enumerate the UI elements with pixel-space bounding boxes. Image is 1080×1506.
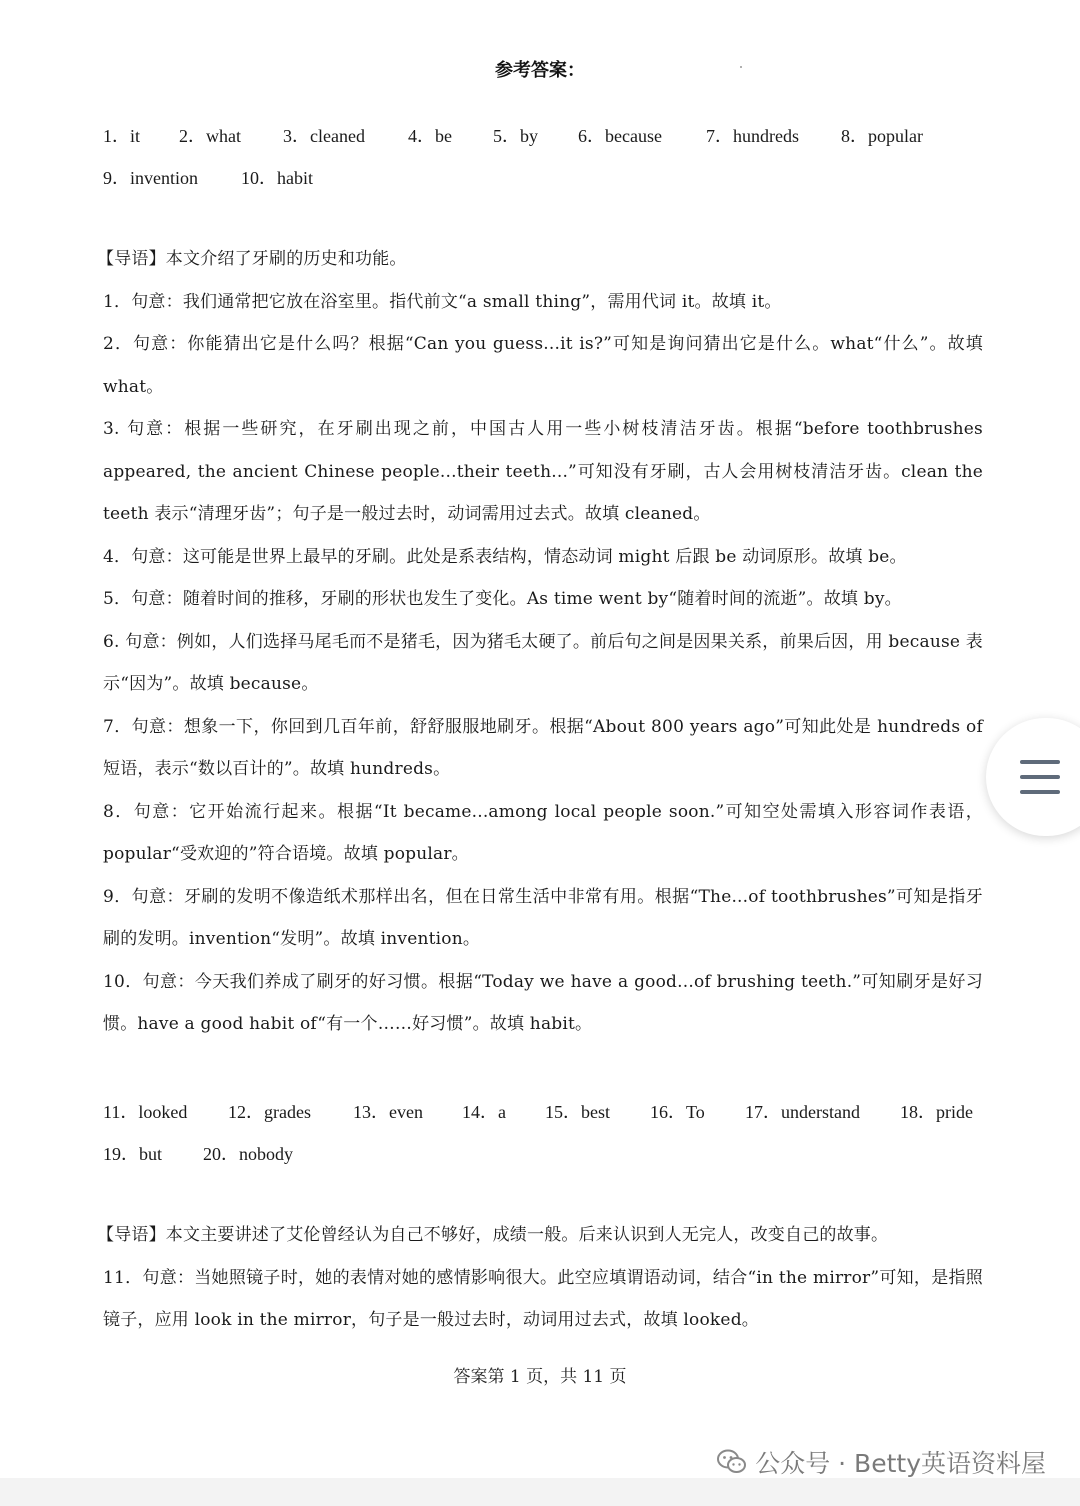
answer-item: 16．To <box>650 1102 705 1122</box>
answer-item: 6．because <box>578 126 662 146</box>
guide-paragraph: 【导语】本文主要讲述了艾伦曾经认为自己不够好，成绩一般。后来认识到人无完人，改变自己的故事。 <box>97 1225 889 1245</box>
answer-item: 17．understand <box>745 1102 860 1122</box>
answer-item: 13．even <box>353 1102 423 1122</box>
explanation-paragraph: 2．句意：你能猜出它是什么吗？根据“Can you guess...it is?”可知是询问猜出它是什么。what“什么”。故填what。 <box>103 334 983 397</box>
page-number-footer: 答案第 1 页，共 11 页 <box>453 1367 627 1387</box>
bottom-bar <box>0 1478 1080 1506</box>
watermark <box>717 1444 1046 1480</box>
answer-item: 14．a <box>462 1102 506 1122</box>
answer-item: 10．habit <box>241 168 313 188</box>
answer-item: 18．pride <box>900 1102 973 1122</box>
answer-item: 12．grades <box>228 1102 311 1122</box>
explanations-section-1 <box>97 238 983 1046</box>
explanation-paragraph: 3. 句意：根据一些研究，在牙刷出现之前，中国古人用一些小树枝清洁牙齿。根据“before toothbrushes appeared, the ancient Chinese people...their teeth...”可知没有牙刷，古人会用树枝清洁牙齿。clean the teeth 表示“清理牙齿”；句子是一般过去时，动词需用过去式。故填 cleaned。 <box>103 419 983 524</box>
explanation-paragraph: 1．句意：我们通常把它放在浴室里。指代前文“a small thing”，需用代词 it。故填 it。 <box>103 291 782 312</box>
answer-item: 8．popular <box>841 126 923 146</box>
watermark-text: 公众号 · Betty英语资料屋 <box>755 1449 1046 1478</box>
menu-button[interactable] <box>986 718 1080 836</box>
answer-item: 20．nobody <box>203 1144 293 1164</box>
wechat-icon <box>717 1449 747 1475</box>
answer-item: 11．looked <box>103 1102 188 1122</box>
answer-item: 2．what <box>179 126 241 146</box>
answer-item: 15．best <box>545 1102 610 1122</box>
explanation-paragraph: 4．句意：这可能是世界上最早的牙刷。此处是系表结构，情态动词 might 后跟 be 动词原形。故填 be。 <box>103 546 907 567</box>
answer-item: 7．hundreds <box>706 126 799 146</box>
explanation-paragraph: 8．句意：它开始流行起来。根据“It became...among local people soon.”可知空处需填入形容词作表语，popular“受欢迎的”符合语境。故填 popular。 <box>103 801 983 864</box>
answer-item: 9．invention <box>103 168 198 188</box>
answer-item: 1．it <box>103 126 141 146</box>
page-title: 参考答案： <box>495 60 585 81</box>
answer-item: 3．cleaned <box>283 126 365 146</box>
explanation-paragraph: 10．句意：今天我们养成了刷牙的好习惯。根据“Today we have a good...of brushing teeth.”可知刷牙是好习惯。have a good habit of“有一个……好习惯”。故填 habit。 <box>103 971 983 1034</box>
explanation-paragraph: 6. 句意：例如，人们选择马尾毛而不是猪毛，因为猪毛太硬了。前后句之间是因果关系，前果后因，用 because 表示“因为”。故填 because。 <box>103 631 983 694</box>
answer-item: 19．but <box>103 1144 163 1164</box>
answer-item: 5．by <box>493 126 538 146</box>
explanation-paragraph: 9．句意：牙刷的发明不像造纸术那样出名，但在日常生活中非常有用。根据“The...of toothbrushes”可知是指牙刷的发明。invention“发明”。故填 invention。 <box>103 886 983 949</box>
explanations-section-2 <box>97 1214 983 1342</box>
explanation-paragraph: 7．句意：想象一下，你回到几百年前，舒舒服服地刷牙。根据“About 800 years ago”可知此处是 hundreds of 短语，表示“数以百计的”。故填 hundreds。 <box>103 716 983 779</box>
explanation-paragraph: 11．句意：当她照镜子时，她的表情对她的感情影响很大。此空应填谓语动词，结合“in the mirror”可知，是指照镜子，应用 look in the mirror，句子是一般过去时，动词用过去式，故填 looked。 <box>103 1267 983 1330</box>
answer-item: 4．be <box>408 126 452 146</box>
explanation-paragraph: 5．句意：随着时间的推移，牙刷的形状也发生了变化。As time went by“随着时间的流逝”。故填 by。 <box>103 589 902 609</box>
guide-paragraph: 【导语】本文介绍了牙刷的历史和功能。 <box>97 249 407 269</box>
